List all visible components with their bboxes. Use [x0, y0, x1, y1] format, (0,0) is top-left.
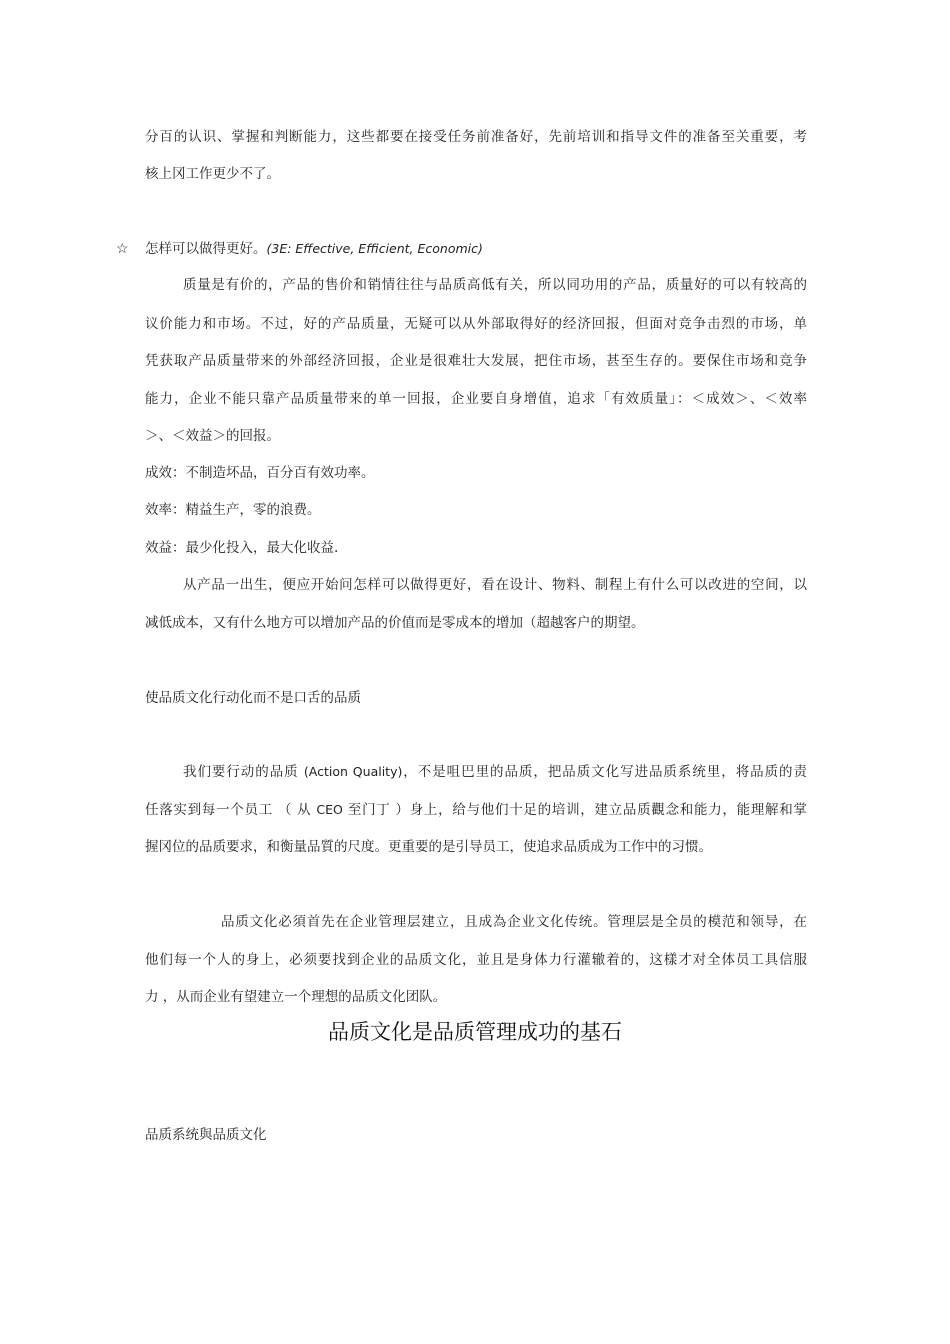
section-heading: 品质系统與品质文化	[145, 1127, 267, 1143]
text-run: CEO	[316, 802, 343, 817]
paragraph-line	[145, 801, 807, 819]
section-heading: 使品质文化行动化而不是口舌的品质	[145, 690, 361, 706]
heading-text: 怎样可以做得更好。	[145, 241, 267, 257]
star-bullet-icon: ☆	[116, 241, 129, 257]
paragraph-line: 从产品一出生，便应开始问怎样可以做得更好，看在设计、物料、制程上有什么可以改进的空间，以	[183, 577, 807, 593]
paragraph-line: 减低成本，又有什么地方可以增加产品的价值而是零成本的增加（超越客户的期望。	[145, 615, 645, 631]
definition-line: 成效：不制造坏品，百分百有效功率。	[145, 465, 375, 481]
paragraph-line: 能力，企业不能只靠产品质量带来的单一回报，企业要自身增值，追求「有效质量」：＜成效＞、＜效率	[145, 391, 807, 407]
paragraph-line	[183, 763, 807, 781]
paragraph-line: 分百的认识、掌握和判断能力，这些都要在接受任务前准备好，先前培训和指导文件的准备至关重要，考	[145, 129, 807, 145]
paragraph-line: 他们每一个人的身上，必须要找到企业的品质文化，並且是身体力行灌辙着的，这樣才对全体员工具信服	[145, 952, 807, 968]
paragraph-line: 品质文化必須首先在企业管理层建立，且成為企业文化传统。管理层是全员的模范和领导，在	[221, 914, 807, 930]
paragraph-line: 握冈位的品质要求，和衡量品質的尺度。更重要的是引导员工，使追求品质成为工作中的习惯。	[145, 839, 712, 855]
text-run: (Action Quality)	[303, 764, 403, 779]
paragraph-line: 力 ，从而企业有望建立一个理想的品质文化团队。	[145, 989, 447, 1005]
paragraph-line: 质量是有价的，产品的售价和销情往往与品质高低有关，所以同功用的产品，质量好的可以有较高的	[183, 277, 807, 293]
page-title: 品质文化是品质管理成功的基石	[328, 1020, 622, 1044]
text-run: ，不是咀巴里的品质，把品质文化写进品质系统里，将品质的责	[402, 764, 807, 780]
section-heading-3e	[145, 240, 807, 258]
paragraph-line: 凭获取产品质量带来的外部经济回报，企业是很难壮大发展，把住市场，甚至生存的。要保住市场和竞争	[145, 353, 807, 369]
paragraph-line: 核上冈工作更少不了。	[145, 166, 280, 182]
definition-line: 效益：最少化投入，最大化收益.	[145, 540, 339, 556]
heading-3e-terms: (3E: Effective, Efficient, Economic)	[266, 241, 483, 256]
text-run: 我们要行动的品质	[183, 764, 304, 780]
paragraph-line: 议价能力和市场。不过，好的产品质量，无疑可以从外部取得好的经济回报，但面对竞争击烈的市场，单	[145, 316, 807, 332]
text-run: 至门丁 ）身上，给与他们十足的培训，建立品质觀念和能力，能理解和掌	[342, 802, 807, 818]
paragraph-line: ＞、＜效益＞的回报。	[145, 428, 280, 444]
text-run: 任落实到每一个员工 （ 从	[145, 802, 317, 818]
definition-line: 效率：精益生产，零的浪费。	[145, 502, 321, 518]
